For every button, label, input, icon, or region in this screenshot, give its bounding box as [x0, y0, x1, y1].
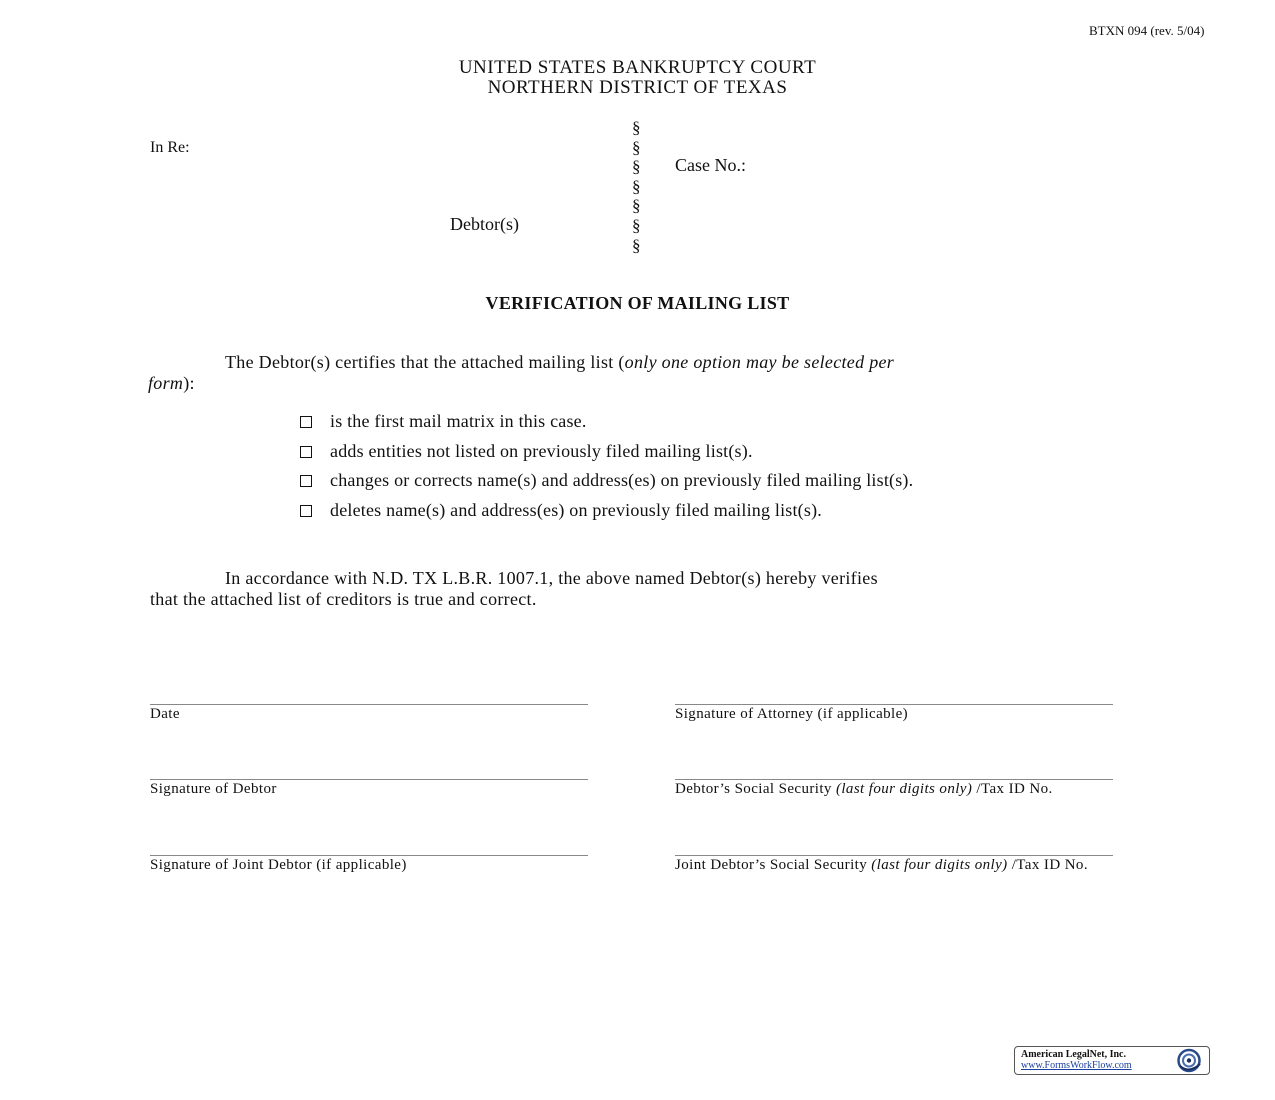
ssn-label-text: Debtor’s Social Security — [675, 781, 836, 797]
date-label: Date — [150, 706, 180, 722]
checkbox[interactable] — [300, 475, 312, 487]
verification-line-2: that the attached list of creditors is true and correct. — [150, 589, 537, 609]
joint-debtor-ssn-line[interactable] — [675, 855, 1113, 856]
checkbox[interactable] — [300, 416, 312, 428]
checkbox[interactable] — [300, 505, 312, 517]
section-mark: § — [632, 137, 641, 157]
option-label: deletes name(s) and address(es) on previously filed mailing list(s). — [330, 500, 822, 520]
court-district: NORTHERN DISTRICT OF TEXAS — [487, 77, 788, 98]
date-line[interactable] — [150, 704, 588, 705]
option-label: changes or corrects name(s) and address(es) on previously filed mailing list(s). — [330, 470, 914, 490]
footer-url[interactable]: www.FormsWorkFlow.com — [1021, 1060, 1132, 1071]
debtor-ssn-label — [675, 781, 1053, 798]
document-title: VERIFICATION OF MAILING LIST — [485, 293, 790, 313]
certification-italic: only one option may be selected per — [624, 352, 895, 372]
attorney-signature-line[interactable] — [675, 704, 1113, 705]
joint-debtor-signature-line[interactable] — [150, 855, 588, 856]
debtor-ssn-line[interactable] — [675, 779, 1113, 780]
section-mark: § — [632, 118, 641, 137]
certification-intro: The Debtor(s) certifies that the attached mailing list ( — [225, 352, 625, 372]
section-mark: § — [632, 215, 641, 235]
footer-company: American LegalNet, Inc. — [1021, 1049, 1126, 1060]
joint-debtor-ssn-label — [675, 857, 1088, 874]
certification-end: ): — [183, 373, 195, 393]
section-mark: § — [632, 176, 641, 196]
debtor-signature-line[interactable] — [150, 779, 588, 780]
section-mark: § — [632, 235, 641, 255]
option-label: adds entities not listed on previously filed mailing list(s). — [330, 441, 753, 461]
debtor-signature-label: Signature of Debtor — [150, 781, 277, 797]
debtor-label: Debtor(s) — [450, 214, 519, 234]
ssn-label-tail: /Tax ID No. — [972, 781, 1053, 797]
option-adds-entities[interactable] — [300, 441, 753, 462]
section-mark: § — [632, 196, 641, 216]
section-mark-column — [632, 118, 641, 255]
option-first-matrix[interactable] — [300, 411, 587, 432]
ssn-label-italic: (last four digits only) — [871, 857, 1008, 873]
footer-logo[interactable] — [1014, 1046, 1210, 1075]
certification-italic-form: form — [148, 373, 184, 393]
section-mark: § — [632, 157, 641, 177]
certification-paragraph-cont — [148, 373, 195, 394]
certification-paragraph — [225, 352, 894, 373]
checkbox[interactable] — [300, 446, 312, 458]
attorney-signature-label: Signature of Attorney (if applicable) — [675, 706, 909, 722]
in-re-label: In Re: — [150, 139, 190, 156]
joint-debtor-signature-label: Signature of Joint Debtor (if applicable) — [150, 857, 407, 873]
ssn-label-text: Joint Debtor’s Social Security — [675, 857, 872, 873]
ssn-label-tail: /Tax ID No. — [1007, 857, 1088, 873]
form-id: BTXN 094 (rev. 5/04) — [1089, 23, 1205, 38]
ssn-label-italic: (last four digits only) — [835, 781, 973, 797]
verification-line-1: In accordance with N.D. TX L.B.R. 1007.1, the above named Debtor(s) hereby verifies — [225, 568, 878, 588]
option-deletes[interactable] — [300, 500, 822, 521]
court-name: UNITED STATES BANKRUPTCY COURT — [458, 57, 817, 78]
option-changes-corrects[interactable] — [300, 470, 913, 491]
case-number-label: Case No.: — [675, 155, 746, 175]
option-label: is the first mail matrix in this case. — [330, 411, 587, 431]
globe-logo-icon — [1172, 1048, 1206, 1073]
